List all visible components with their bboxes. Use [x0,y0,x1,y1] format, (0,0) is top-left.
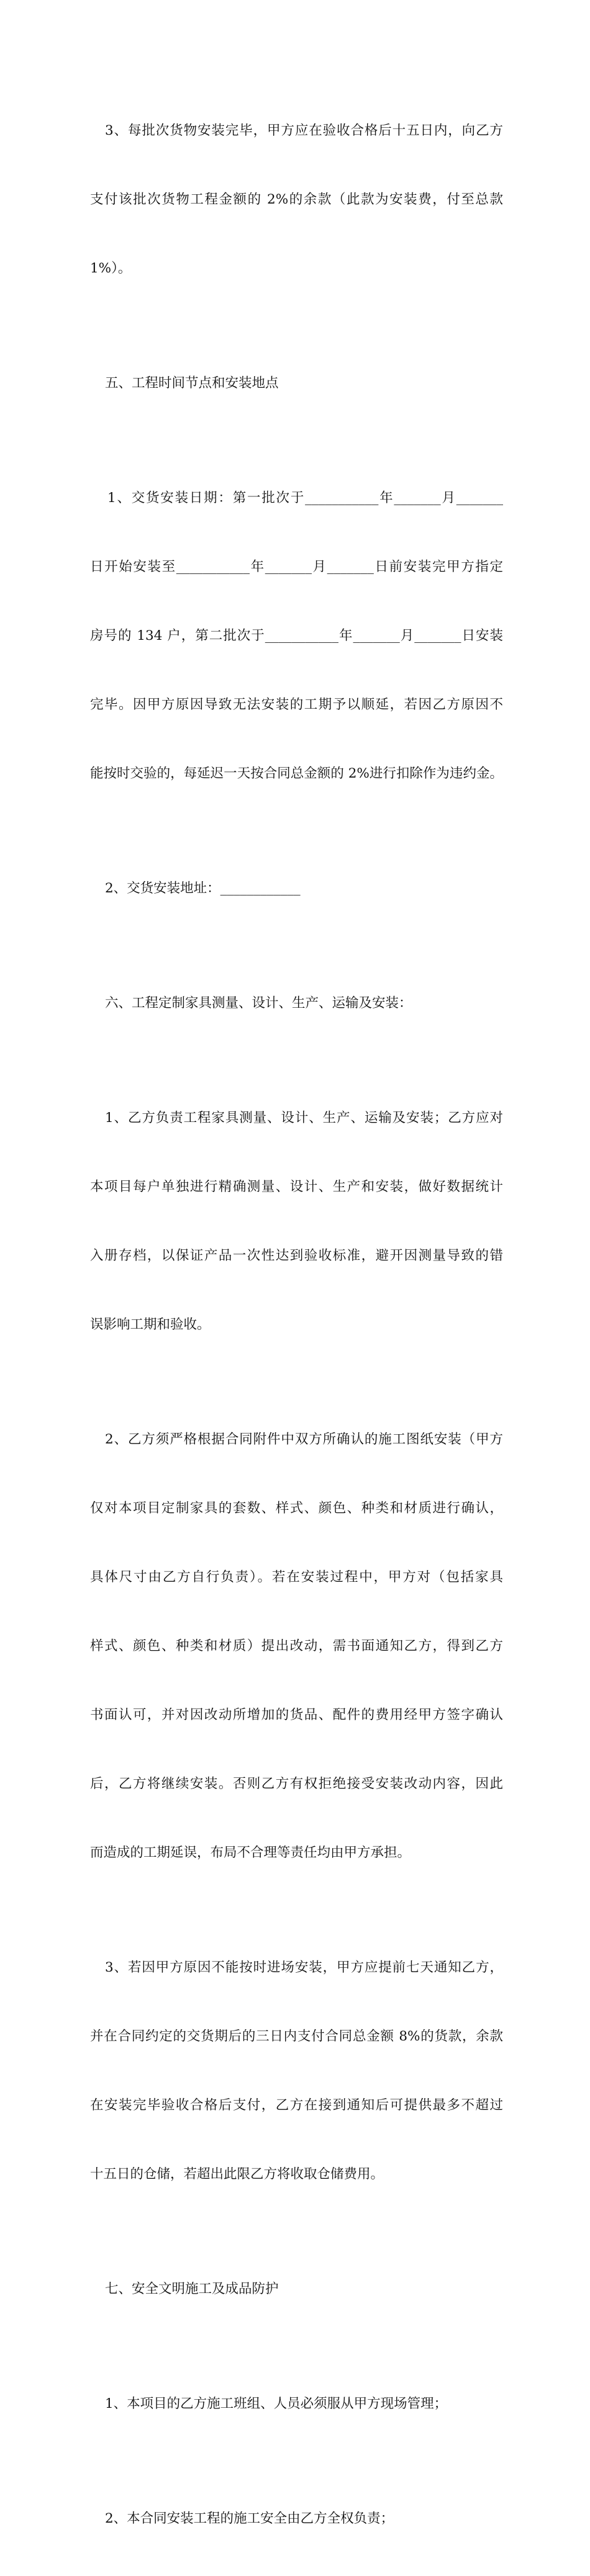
heading-text: 七、安全文明施工及成品防护 [105,2281,279,2297]
section-heading-5 [90,326,503,441]
clause-paragraph-p3 [90,441,503,831]
text-line: 1、乙方负责工程家具测量、设计、生产、运输及安装；乙方应对 [105,1110,503,1126]
text-line: 2、乙方须严格根据合同附件中双方所确认的施工图纸安装（甲方 [105,1432,503,1447]
text-line: 3、若因甲方原因不能按时进场安装，甲方应提前七天通知乙方， [105,1960,503,1975]
text-line: 仅对本项目定制家具的套数、样式、颜色、种类和材质进行确认， [90,1501,503,1516]
text-line: 2、交货安装地址：____________ [105,881,301,896]
text-line: 后，乙方将继续安装。否则乙方有权拒绝接受安装改动内容，因此 [90,1776,503,1792]
document-page [90,73,503,2576]
text-line: 2、本合同安装工程的施工安全由乙方全权负责； [105,2511,394,2526]
text-line: 误影响工期和验收。 [90,1317,211,1332]
text-line: 在安装完毕验收合格后支付，乙方在接到通知后可提供最多不超过 [90,2098,503,2113]
text-line: 1、交货安装日期：第一批次于___________年_______月_______ [107,490,503,506]
text-line: 房号的 134 户，第二批次于___________年_______月_______日安装 [90,628,503,644]
heading-text: 五、工程时间节点和安装地点 [105,375,279,391]
text-line: 能按时交验的，每延迟一天按合同总金额的 2%进行扣除作为违约金。 [90,766,503,781]
text-line: 本项目每户单独进行精确测量、设计、生产和安装，做好数据统计 [90,1179,503,1195]
section-heading-6 [90,946,503,1061]
clause-paragraph-p11 [90,2461,503,2576]
text-line: 具体尺寸由乙方自行负责）。若在安装过程中，甲方对（包括家具 [90,1569,503,1585]
text-line: 日开始安装至___________年_______月_______日前安装完甲方指定 [90,559,503,575]
clause-paragraph-p1 [90,73,503,326]
clause-paragraph-p10 [90,2346,503,2461]
text-line: 3、每批次货物安装完毕，甲方应在验收合格后十五日内，向乙方 [105,123,503,138]
text-line: 样式、颜色、种类和材质）提出改动，需书面通知乙方，得到乙方 [90,1638,503,1654]
section-heading-7 [90,2232,503,2346]
text-line: 完毕。因甲方原因导致无法安装的工期予以顺延，若因乙方原因不 [90,697,503,712]
heading-text: 六、工程定制家具测量、设计、生产、运输及安装： [105,995,412,1011]
text-line: 而造成的工期延误，布局不合理等责任均由甲方承担。 [90,1845,411,1860]
text-line: 入册存档，以保证产品一次性达到验收标准，避开因测量导致的错 [90,1248,503,1263]
text-line: 1、本项目的乙方施工班组、人员必须服从甲方现场管理； [105,2396,448,2412]
text-line: 并在合同约定的交货期后的三日内支付合同总金额 8%的货款，余款 [90,2029,503,2044]
clause-paragraph-p4 [90,831,503,946]
text-line: 支付该批次货物工程金额的 2%的余款（此款为安装费，付至总款 [90,192,503,207]
text-line: 书面认可，并对因改动所增加的货品、配件的费用经甲方签字确认 [90,1707,503,1723]
clause-paragraph-p8 [90,1910,503,2232]
text-line: 十五日的仓储，若超出此限乙方将收取仓储费用。 [90,2166,384,2182]
clause-paragraph-p6 [90,1061,503,1382]
text-line: 1%）。 [90,261,132,276]
clause-paragraph-p7 [90,1382,503,1910]
